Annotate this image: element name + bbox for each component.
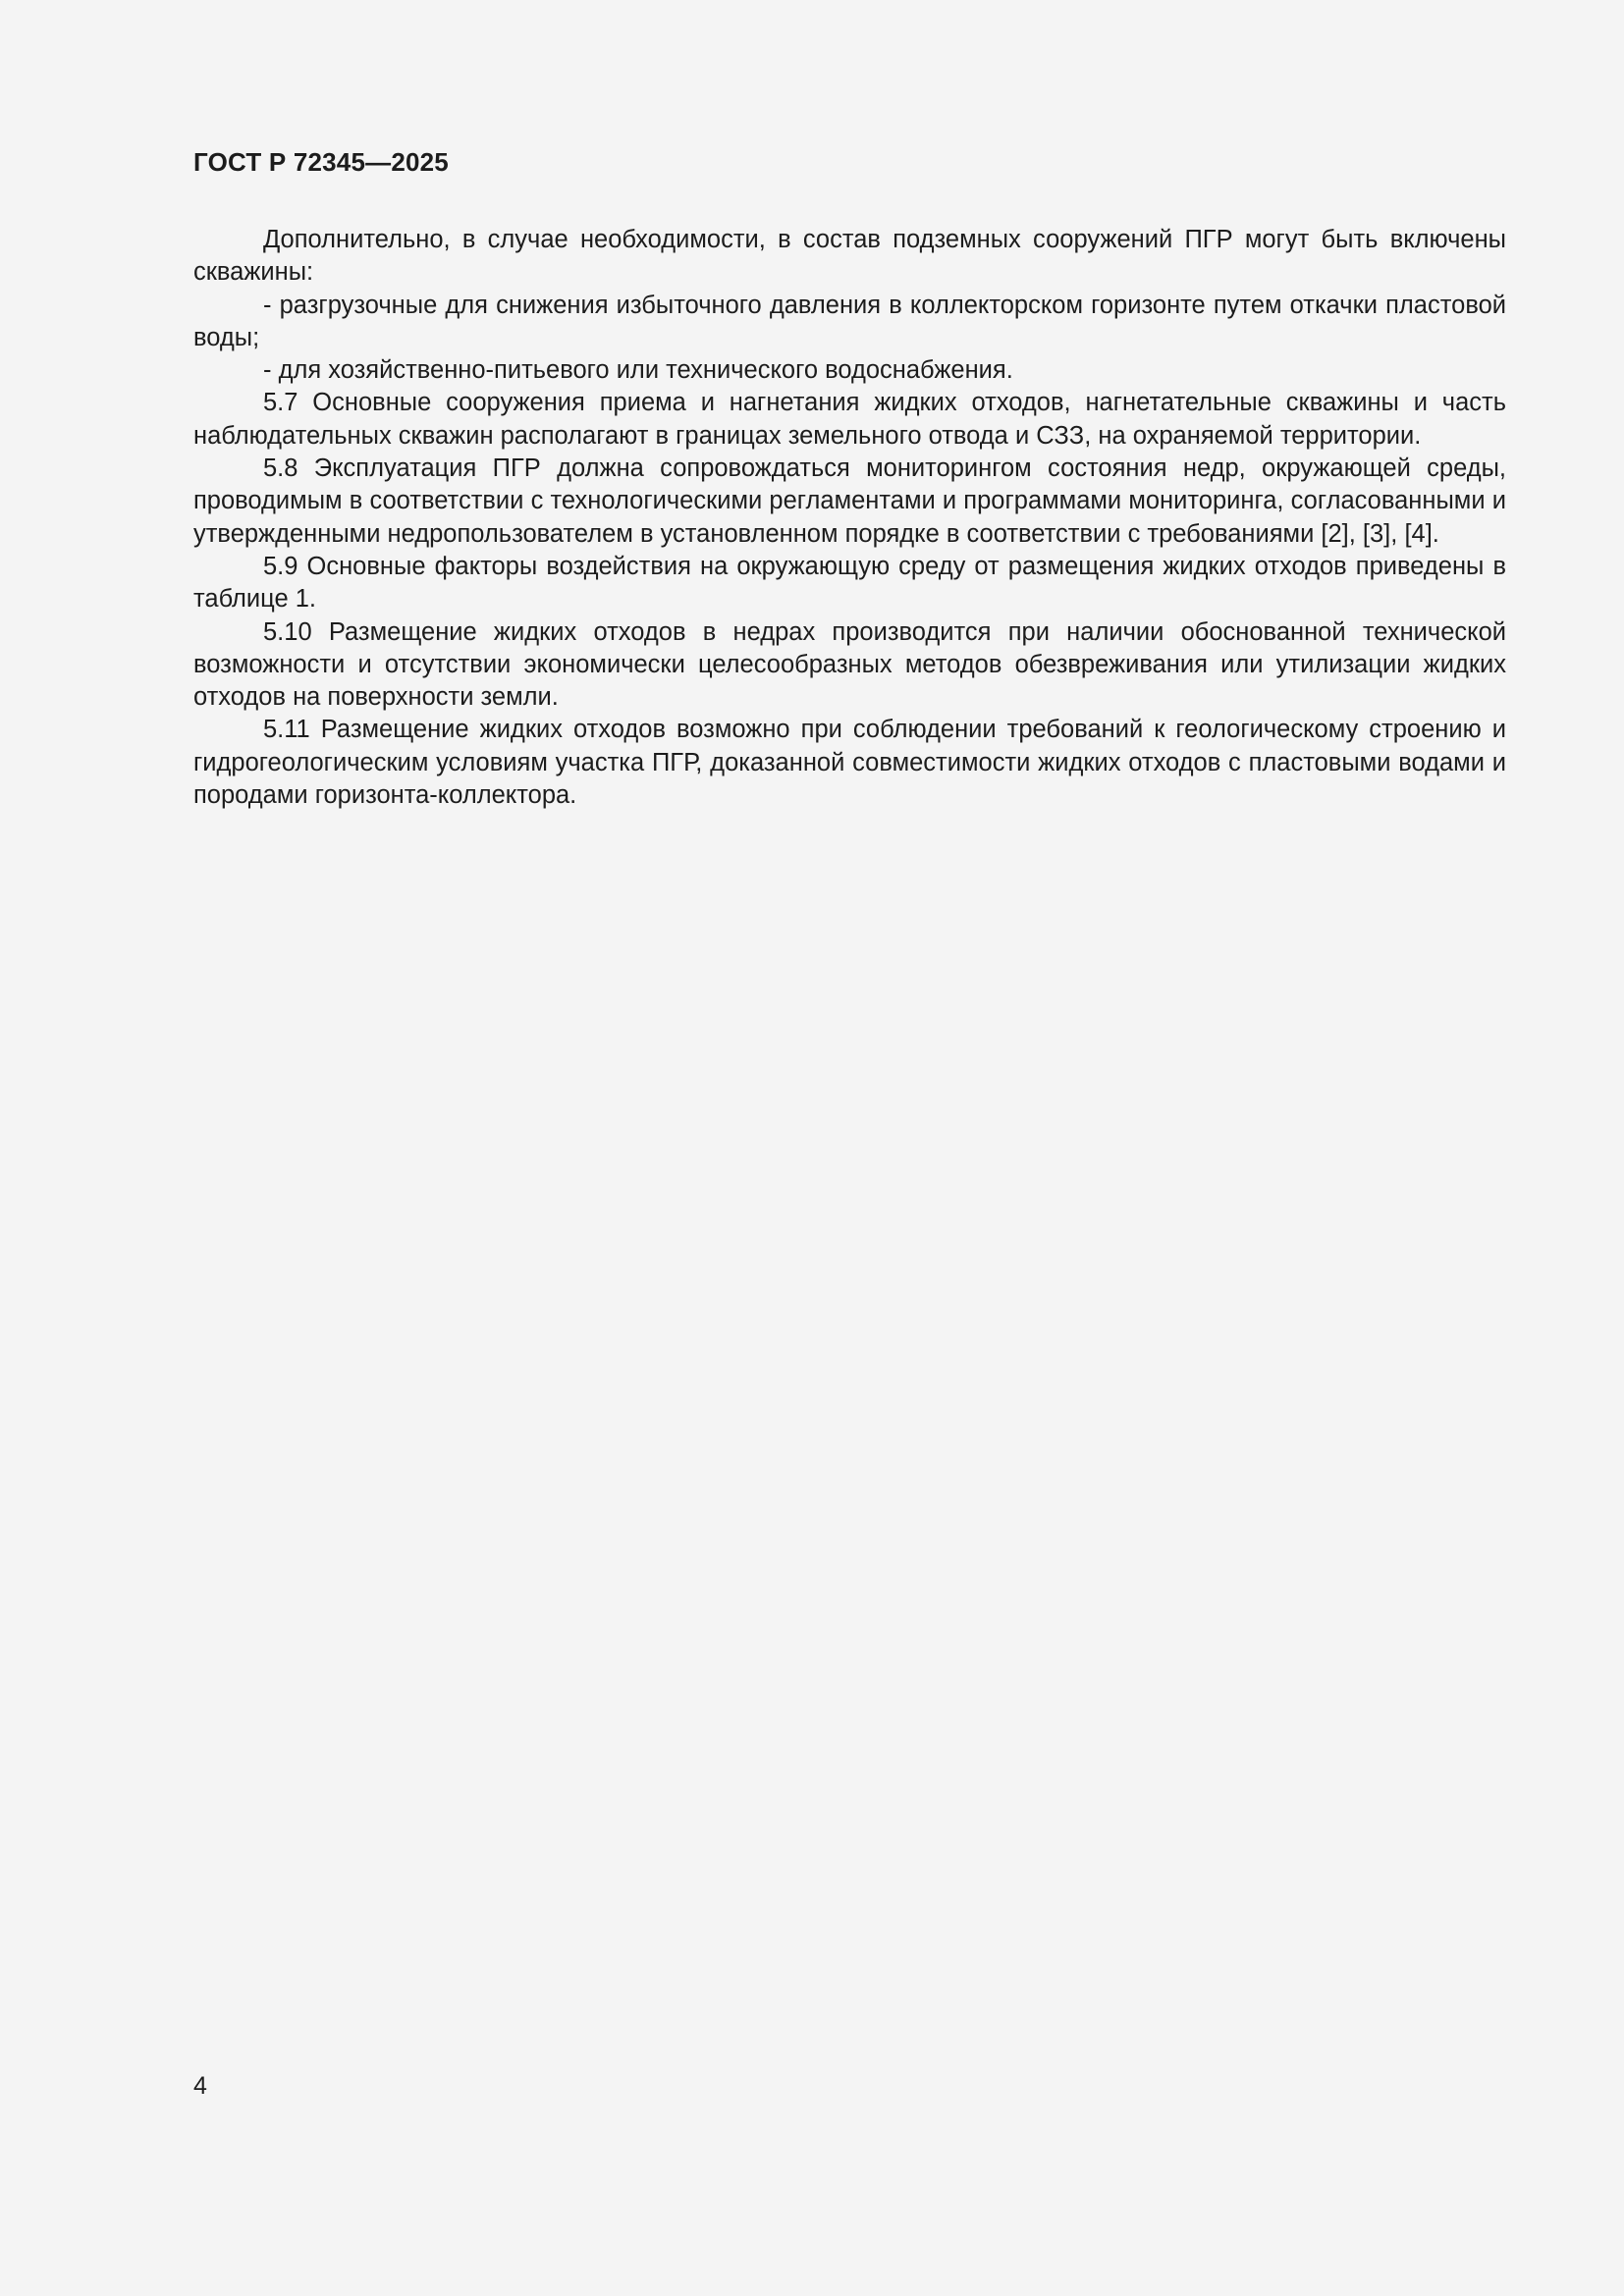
paragraph-5-11: 5.11 Размещение жидких отходов возможно при соблюдении требований к геологическому строению и гидрогеологическим условиям участка ПГР, доказанной совместимости жидких отходов с пластовыми водами и породами горизонта-коллектора. xyxy=(193,716,1506,810)
paragraph-5-8: 5.8 Эксплуатация ПГР должна сопровождаться мониторингом состояния недр, окружающей среды, проводимым в соответствии с технологическими регламентами и программами мониторинга, согласованными и утвержденными недропользователем в установленном порядке в соответствии с требованиями [2], [3], [4]. xyxy=(193,454,1506,548)
document-body xyxy=(193,224,1506,812)
paragraph-5-7: 5.7 Основные сооружения приема и нагнетания жидких отходов, нагнетательные скважины и часть наблюдательных скважин располагают в границах земельного отвода и СЗЗ, на охраняемой территории. xyxy=(193,389,1506,450)
paragraph-5-9: 5.9 Основные факторы воздействия на окружающую среду от размещения жидких отходов приведены в таблице 1. xyxy=(193,552,1506,614)
document-header: ГОСТ Р 72345—2025 xyxy=(193,147,449,177)
paragraph-intro: Дополнительно, в случае необходимости, в состав подземных сооружений ПГР могут быть включены скважины: xyxy=(193,226,1506,287)
list-item-water-supply-wells: - для хозяйственно-питьевого или технического водоснабжения. xyxy=(263,356,1013,385)
paragraph-5-10: 5.10 Размещение жидких отходов в недрах производится при наличии обоснованной технической возможности и отсутствии экономически целесообразных методов обезвреживания или утилизации жидких отходов на поверхности земли. xyxy=(193,617,1506,712)
list-item-relief-wells: - разгрузочные для снижения избыточного давления в коллекторском горизонте путем откачки пластовой воды; xyxy=(193,291,1506,351)
page-number: 4 xyxy=(193,2072,207,2100)
